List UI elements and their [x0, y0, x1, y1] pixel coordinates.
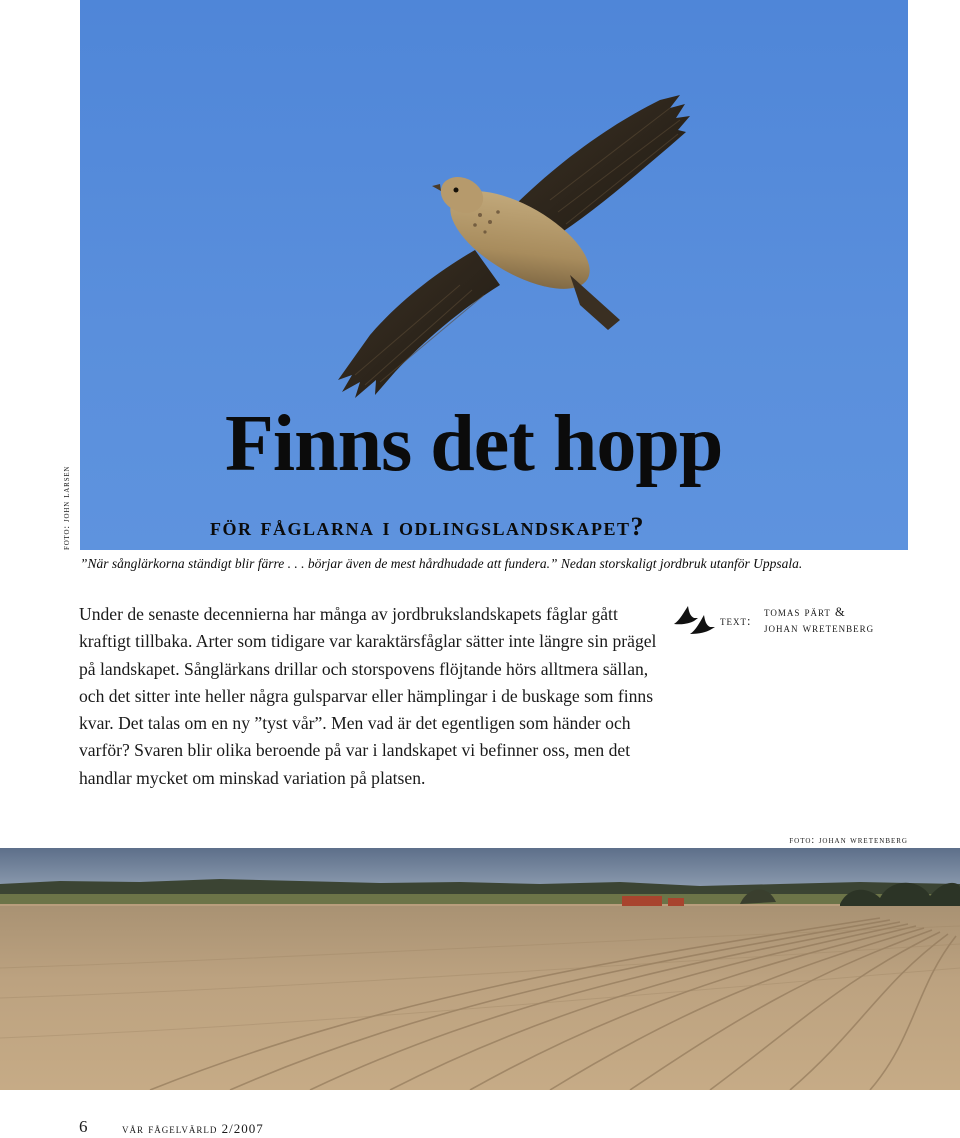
byline-author-1: tomas pärt & — [764, 605, 846, 619]
photo-credit-bottom: foto: johan wretenberg — [789, 835, 908, 846]
byline-author-2: johan wretenberg — [764, 621, 875, 635]
article-subtitle: för fåglarna i odlingslandskapet? — [210, 512, 646, 541]
geese-icon — [672, 604, 718, 638]
article-title: Finns det hopp — [225, 400, 723, 488]
photo-caption: ”När sånglärkorna ständigt blir färre . . . börjar även de mest hårdhudade att fundera.” Nedan storskaligt jordbruk utanför Uppsala. — [80, 556, 803, 571]
byline-label: text: — [720, 614, 752, 628]
photo-credit-top: foto: john larsen — [62, 465, 72, 550]
byline-authors — [764, 604, 874, 636]
magazine-issue: vår fågelvärld 2/2007 — [122, 1121, 264, 1136]
intro-paragraph: Under de senaste decennierna har många av jordbrukslandskapets fåglar gått kraftigt tillbaka. Arter som tidigare var karaktärsfåglar sätter inte längre sin prägel på landskapet. Sånglärkans drillar och storspovens flöjtande hörs alltmera sällan, och det sitter inte heller några gulsparvar eller hämplingar i de buskage som finns kvar. Det talas om en ny ”tyst vår”. Men vad är det egentligen som händer och varför? Svaren blir olika beroende på var i landskapet vi befinner oss, men det handlar mycket om minskad variation på platsen. — [79, 604, 657, 788]
field-photo — [0, 848, 960, 1090]
byline — [672, 604, 932, 644]
page-number: 6 — [79, 1117, 88, 1136]
field-landscape — [0, 848, 960, 1090]
